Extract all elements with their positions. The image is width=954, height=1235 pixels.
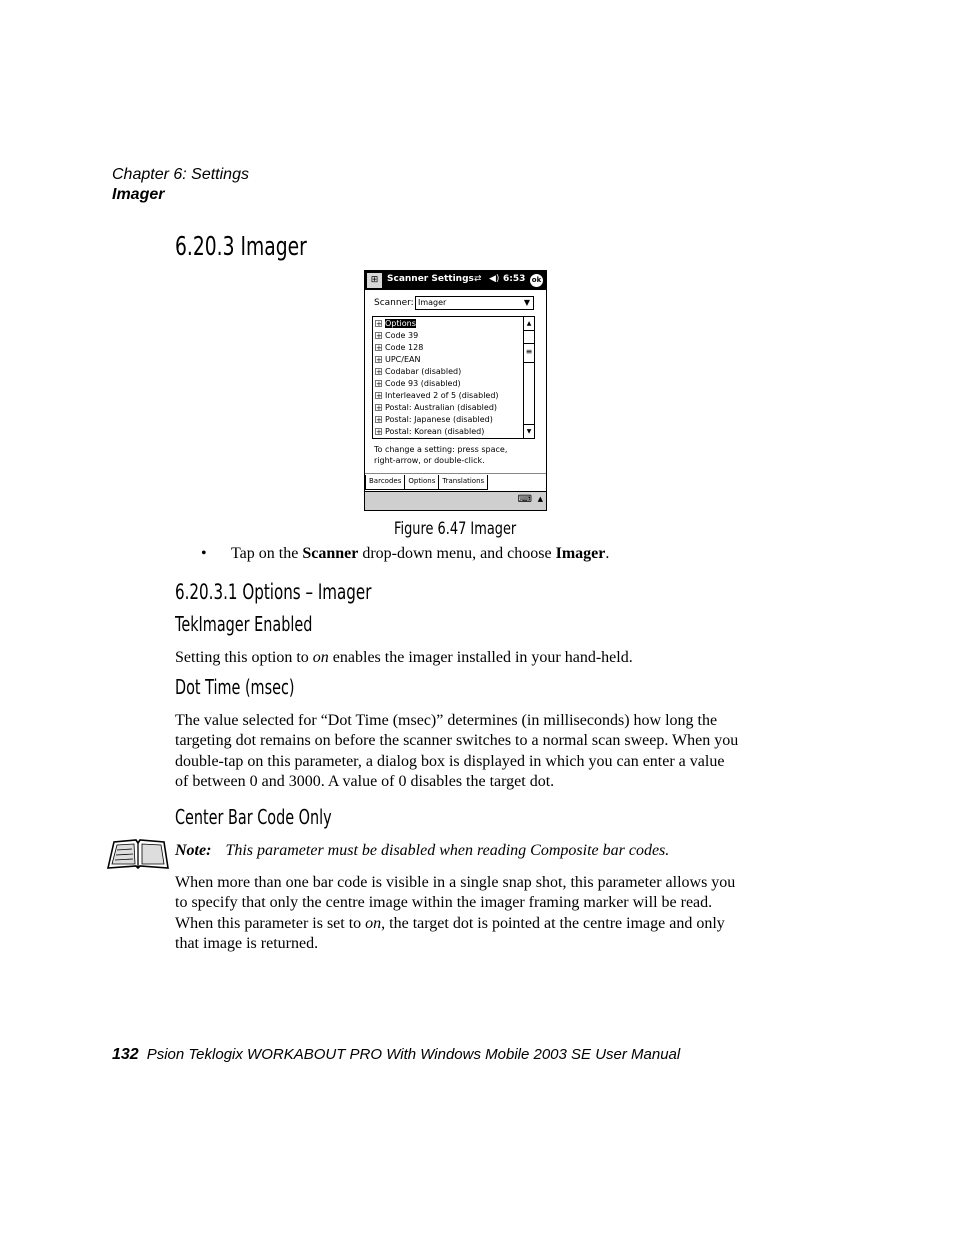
help-text: To change a setting: press space, right-arrow, or double-click. bbox=[374, 445, 508, 465]
scanner-settings-screenshot bbox=[364, 270, 547, 511]
figure-caption: Figure 6.47 Imager bbox=[394, 519, 517, 539]
tree-item[interactable]: + Code 39 bbox=[376, 331, 419, 340]
center-bar-code-heading: Center Bar Code Only bbox=[175, 805, 332, 829]
expand-icon[interactable]: + bbox=[376, 320, 382, 328]
expand-icon[interactable]: + bbox=[376, 344, 382, 352]
barcode-tree-list[interactable] bbox=[372, 316, 535, 439]
tekimager-heading: TekImager Enabled bbox=[175, 612, 313, 636]
scroll-up-icon[interactable]: ▲ bbox=[524, 317, 534, 331]
expand-icon[interactable]: + bbox=[376, 356, 382, 364]
tree-item[interactable]: + Codabar (disabled) bbox=[376, 367, 462, 376]
scroll-thumb[interactable]: ≡ bbox=[524, 343, 534, 363]
tab-barcodes[interactable]: Barcodes bbox=[365, 475, 405, 490]
bullet-instruction: • Tap on the Scanner drop-down menu, and choose Imager. bbox=[201, 545, 610, 562]
center-bar-code-paragraph: When more than one bar code is visible in a single snap shot, this parameter allows you to specify that only the centre image within the imager framing marker will be read. When this parameter is set to on, the target dot is pointed at the centre image and only that image is returned. bbox=[175, 874, 736, 953]
page-footer bbox=[112, 1046, 680, 1064]
open-book-icon bbox=[106, 838, 170, 870]
keyboard-icon[interactable]: ⌨ bbox=[517, 494, 532, 505]
pda-window-title: Scanner Settings bbox=[387, 274, 474, 284]
tree-item[interactable]: + UPC/EAN bbox=[376, 355, 421, 364]
tab-translations[interactable]: Translations bbox=[438, 475, 488, 490]
page-number: 132 bbox=[112, 1046, 139, 1063]
volume-icon[interactable]: ◀) bbox=[489, 274, 500, 284]
scroll-down-icon[interactable]: ▼ bbox=[524, 424, 534, 438]
bullet-icon: • bbox=[201, 545, 207, 562]
tree-item[interactable]: + Postal: Korean (disabled) bbox=[376, 427, 485, 436]
divider bbox=[365, 473, 546, 474]
dot-time-heading: Dot Time (msec) bbox=[175, 675, 295, 699]
input-panel-arrow-icon[interactable]: ▲ bbox=[537, 495, 543, 503]
running-header-section: Imager bbox=[112, 186, 165, 203]
expand-icon[interactable]: + bbox=[376, 404, 382, 412]
dot-time-paragraph: The value selected for “Dot Time (msec)” determines (in milliseconds) how long the targeting dot remains on before the scanner switches to a normal scan sweep. When you double-tap on this parameter, a dialog box is displayed in which you can enter a value of between 0 and 3000. A value of 0 disables the target dot. bbox=[175, 712, 739, 791]
tree-item[interactable]: + Postal: Australian (disabled) bbox=[376, 403, 498, 412]
tree-item[interactable]: + Interleaved 2 of 5 (disabled) bbox=[376, 391, 499, 400]
tab-options[interactable]: Options bbox=[404, 475, 439, 490]
ok-button[interactable]: ok bbox=[530, 274, 543, 287]
tree-scrollbar[interactable] bbox=[523, 317, 534, 438]
chevron-down-icon: ▼ bbox=[523, 298, 530, 307]
tree-item[interactable]: + Code 93 (disabled) bbox=[376, 379, 461, 388]
start-menu-icon[interactable]: ⊞ bbox=[367, 273, 382, 288]
expand-icon[interactable]: + bbox=[376, 428, 382, 436]
expand-icon[interactable]: + bbox=[376, 368, 382, 376]
subsection-heading: 6.20.3.1 Options – Imager bbox=[175, 580, 372, 604]
pda-command-bar bbox=[365, 491, 546, 511]
tree-item[interactable]: + Postal: Japanese (disabled) bbox=[376, 415, 493, 424]
scanner-label: Scanner: bbox=[374, 298, 414, 308]
expand-icon[interactable]: + bbox=[376, 392, 382, 400]
tree-item[interactable]: + Code 128 bbox=[376, 343, 424, 352]
running-header-chapter: Chapter 6: Settings bbox=[112, 166, 249, 183]
tab-bar bbox=[365, 475, 487, 490]
pda-title-bar bbox=[365, 271, 546, 290]
expand-icon[interactable]: + bbox=[376, 416, 382, 424]
note: Note: This parameter must be disabled when reading Composite bar codes. bbox=[175, 842, 670, 859]
scanner-dropdown-value: Imager bbox=[418, 298, 447, 307]
tekimager-paragraph: Setting this option to on enables the imager installed in your hand-held. bbox=[175, 649, 633, 666]
tree-item[interactable]: + Options bbox=[376, 319, 416, 328]
clock[interactable]: 6:53 bbox=[503, 274, 526, 284]
scanner-dropdown[interactable] bbox=[415, 296, 534, 310]
expand-icon[interactable]: + bbox=[376, 332, 382, 340]
section-heading: 6.20.3 Imager bbox=[175, 232, 307, 262]
manual-title: Psion Teklogix WORKABOUT PRO With Windows Mobile 2003 SE User Manual bbox=[146, 1046, 681, 1063]
expand-icon[interactable]: + bbox=[376, 380, 382, 388]
connectivity-icon[interactable]: ⇄ bbox=[474, 274, 482, 284]
